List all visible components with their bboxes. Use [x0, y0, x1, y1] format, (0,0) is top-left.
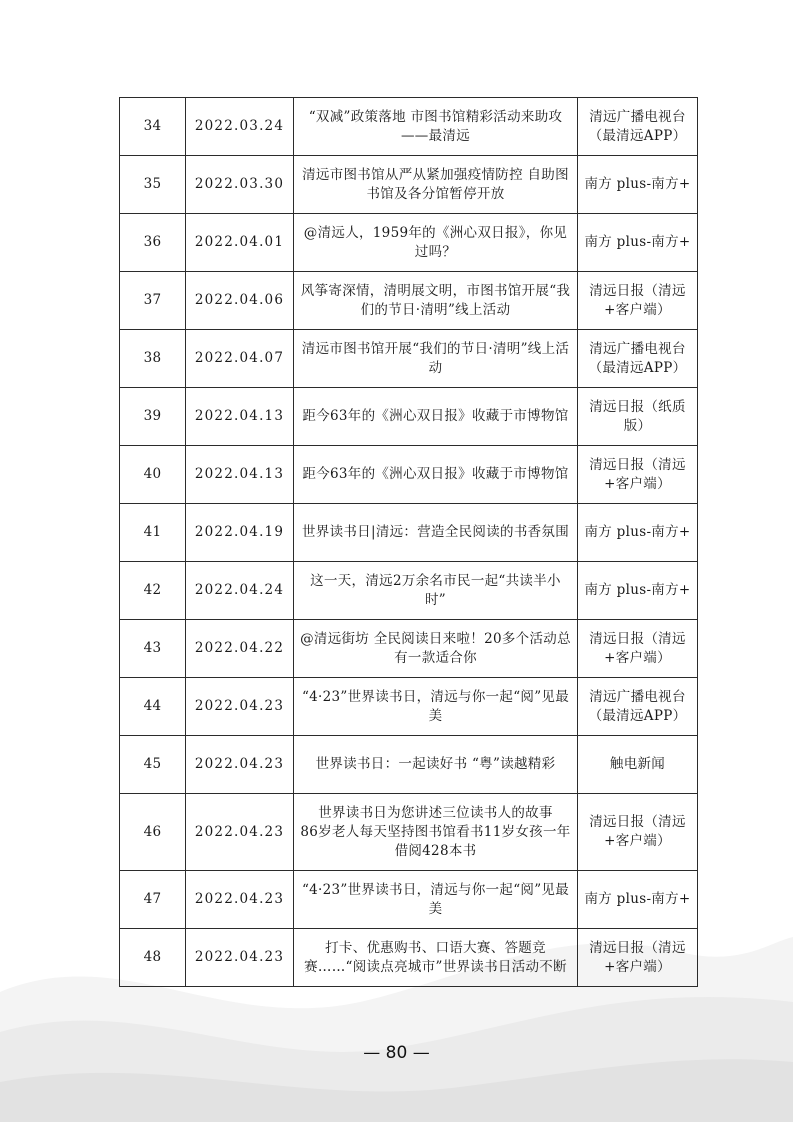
row-number: 42: [120, 562, 186, 620]
row-date: 2022.04.22: [186, 620, 294, 678]
row-title: 清远市图书馆开展“我们的节日·清明”线上活动: [294, 330, 578, 388]
row-source: 南方 plus-南方+: [578, 504, 698, 562]
table-row: [120, 388, 698, 446]
table-row: [120, 214, 698, 272]
row-date: 2022.04.07: [186, 330, 294, 388]
row-source: 清远日报（清远+客户端）: [578, 929, 698, 987]
table-row: [120, 504, 698, 562]
row-number: 44: [120, 678, 186, 736]
row-title-line: 世界读书日为您讲述三位读书人的故事: [318, 804, 553, 821]
row-source: 南方 plus-南方+: [578, 871, 698, 929]
row-source: 清远日报（清远+客户端）: [578, 446, 698, 504]
row-date: 2022.04.23: [186, 929, 294, 987]
row-date: 2022.03.24: [186, 98, 294, 156]
row-source: 南方 plus-南方+: [578, 562, 698, 620]
row-title: [294, 794, 578, 871]
media-coverage-table: [119, 97, 698, 987]
row-number: 36: [120, 214, 186, 272]
row-date: 2022.04.23: [186, 678, 294, 736]
row-title: 世界读书日：一起读好书 “粤”读越精彩: [294, 736, 578, 794]
table-row: [120, 562, 698, 620]
table-row: [120, 620, 698, 678]
table-row: [120, 929, 698, 987]
row-number: 45: [120, 736, 186, 794]
row-date: 2022.04.23: [186, 794, 294, 871]
row-title: “双减”政策落地 市图书馆精彩活动来助攻——最清远: [294, 98, 578, 156]
row-source: 清远日报（清远+客户端）: [578, 794, 698, 871]
row-number: 46: [120, 794, 186, 871]
row-source: 南方 plus-南方+: [578, 214, 698, 272]
row-title: 距今63年的《洲心双日报》收藏于市博物馆: [294, 446, 578, 504]
row-source: 清远广播电视台（最清远APP）: [578, 330, 698, 388]
row-number: 37: [120, 272, 186, 330]
row-title: 清远市图书馆从严从紧加强疫情防控 自助图书馆及各分馆暂停开放: [294, 156, 578, 214]
row-title-line: 86岁老人每天坚持图书馆看书11岁女孩一年借阅428本书: [300, 823, 571, 859]
row-number: 38: [120, 330, 186, 388]
row-number: 41: [120, 504, 186, 562]
row-source: 触电新闻: [578, 736, 698, 794]
table-row: [120, 871, 698, 929]
row-title: @清远人，1959年的《洲心双日报》，你见过吗？: [294, 214, 578, 272]
row-title: 距今63年的《洲心双日报》收藏于市博物馆: [294, 388, 578, 446]
row-source: 南方 plus-南方+: [578, 156, 698, 214]
row-title: “4·23”世界读书日，清远与你一起“阅”见最美: [294, 871, 578, 929]
table-row: [120, 98, 698, 156]
row-date: 2022.04.23: [186, 736, 294, 794]
table-row: [120, 330, 698, 388]
page-number: — 80 —: [363, 1043, 430, 1063]
row-source: 清远日报（清远+客户端）: [578, 272, 698, 330]
row-source: 清远广播电视台（最清远APP）: [578, 98, 698, 156]
row-number: 40: [120, 446, 186, 504]
table-row: [120, 736, 698, 794]
row-date: 2022.04.19: [186, 504, 294, 562]
row-source: 清远日报（清远+客户端）: [578, 620, 698, 678]
table-row: [120, 446, 698, 504]
row-title: 风筝寄深情，清明展文明，市图书馆开展“我们的节日·清明”线上活动: [294, 272, 578, 330]
row-number: 39: [120, 388, 186, 446]
row-number: 35: [120, 156, 186, 214]
row-title: “4·23”世界读书日，清远与你一起“阅”见最美: [294, 678, 578, 736]
row-date: 2022.04.01: [186, 214, 294, 272]
row-title: 世界读书日|清远：营造全民阅读的书香氛围: [294, 504, 578, 562]
table-row: [120, 794, 698, 871]
row-date: 2022.04.13: [186, 388, 294, 446]
row-date: 2022.04.23: [186, 871, 294, 929]
row-title: 打卡、优惠购书、口语大赛、答题竞赛……“阅读点亮城市”世界读书日活动不断: [294, 929, 578, 987]
row-number: 48: [120, 929, 186, 987]
row-date: 2022.04.06: [186, 272, 294, 330]
table-row: [120, 156, 698, 214]
table-row: [120, 678, 698, 736]
row-number: 43: [120, 620, 186, 678]
row-number: 47: [120, 871, 186, 929]
row-date: 2022.04.13: [186, 446, 294, 504]
row-title: 这一天，清远2万余名市民一起“共读半小时”: [294, 562, 578, 620]
row-title: @清远街坊 全民阅读日来啦！20多个活动总有一款适合你: [294, 620, 578, 678]
table-row: [120, 272, 698, 330]
row-date: 2022.04.24: [186, 562, 294, 620]
row-source: 清远日报（纸质版）: [578, 388, 698, 446]
row-source: 清远广播电视台（最清远APP）: [578, 678, 698, 736]
row-number: 34: [120, 98, 186, 156]
row-date: 2022.03.30: [186, 156, 294, 214]
